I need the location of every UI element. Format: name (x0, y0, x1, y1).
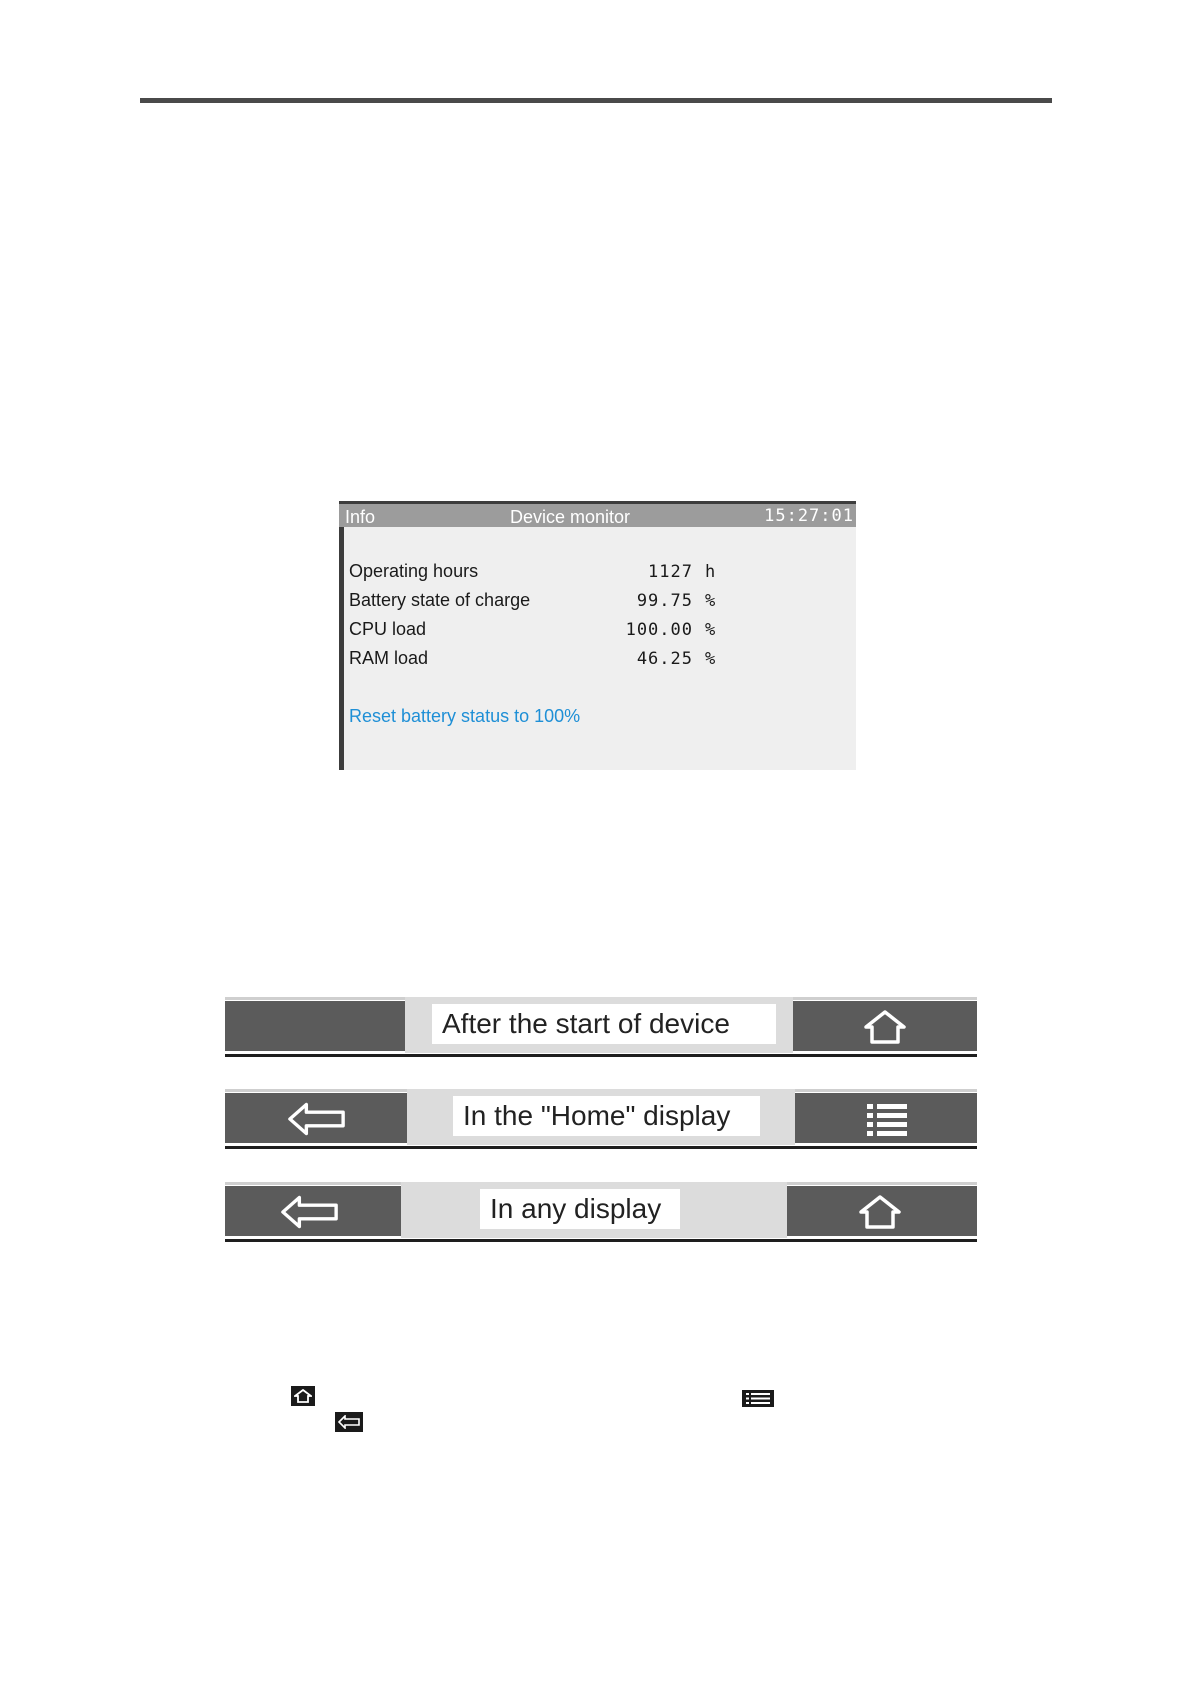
navbar-left-segment (225, 1001, 405, 1051)
menu-list-icon (857, 1099, 917, 1139)
navbar-after-start (225, 997, 977, 1057)
header-rule (140, 98, 1052, 103)
home-icon (850, 1192, 910, 1232)
screen-border (339, 501, 344, 770)
monitor-label: CPU load (349, 619, 427, 639)
monitor-value: 46.25 (636, 649, 693, 669)
navbar-caption: In the "Home" display (453, 1096, 760, 1136)
screen-header-title: Device monitor (509, 507, 631, 527)
back-arrow-icon (287, 1099, 347, 1139)
monitor-label: RAM load (349, 648, 429, 668)
back-arrow-icon (335, 1412, 363, 1432)
navbar-home-display (225, 1089, 977, 1149)
back-arrow-icon (280, 1192, 340, 1232)
screen-header (339, 501, 856, 527)
screen-header-time: 15:27:01 (764, 506, 854, 526)
monitor-value: 99.75 (636, 591, 693, 611)
navbar-caption: In any display (480, 1189, 680, 1229)
monitor-value: 100.00 (625, 620, 693, 640)
monitor-label: Battery state of charge (349, 590, 531, 610)
screen-header-info[interactable]: Info (345, 507, 376, 527)
navbar-bottom-line (225, 1054, 977, 1057)
monitor-label: Operating hours (349, 561, 479, 581)
navbar-caption: After the start of device (432, 1004, 776, 1044)
home-icon (855, 1007, 915, 1047)
monitor-unit: % (705, 620, 716, 640)
reset-battery-link[interactable]: Reset battery status to 100% (349, 706, 581, 726)
monitor-unit: h (705, 562, 716, 582)
navbar-bottom-line (225, 1146, 977, 1149)
menu-list-icon (742, 1390, 774, 1407)
monitor-value: 1127 (648, 562, 693, 582)
home-icon (291, 1386, 315, 1406)
navbar-any-display (225, 1182, 977, 1242)
monitor-unit: % (705, 591, 716, 611)
navbar-bottom-line (225, 1239, 977, 1242)
monitor-unit: % (705, 649, 716, 669)
